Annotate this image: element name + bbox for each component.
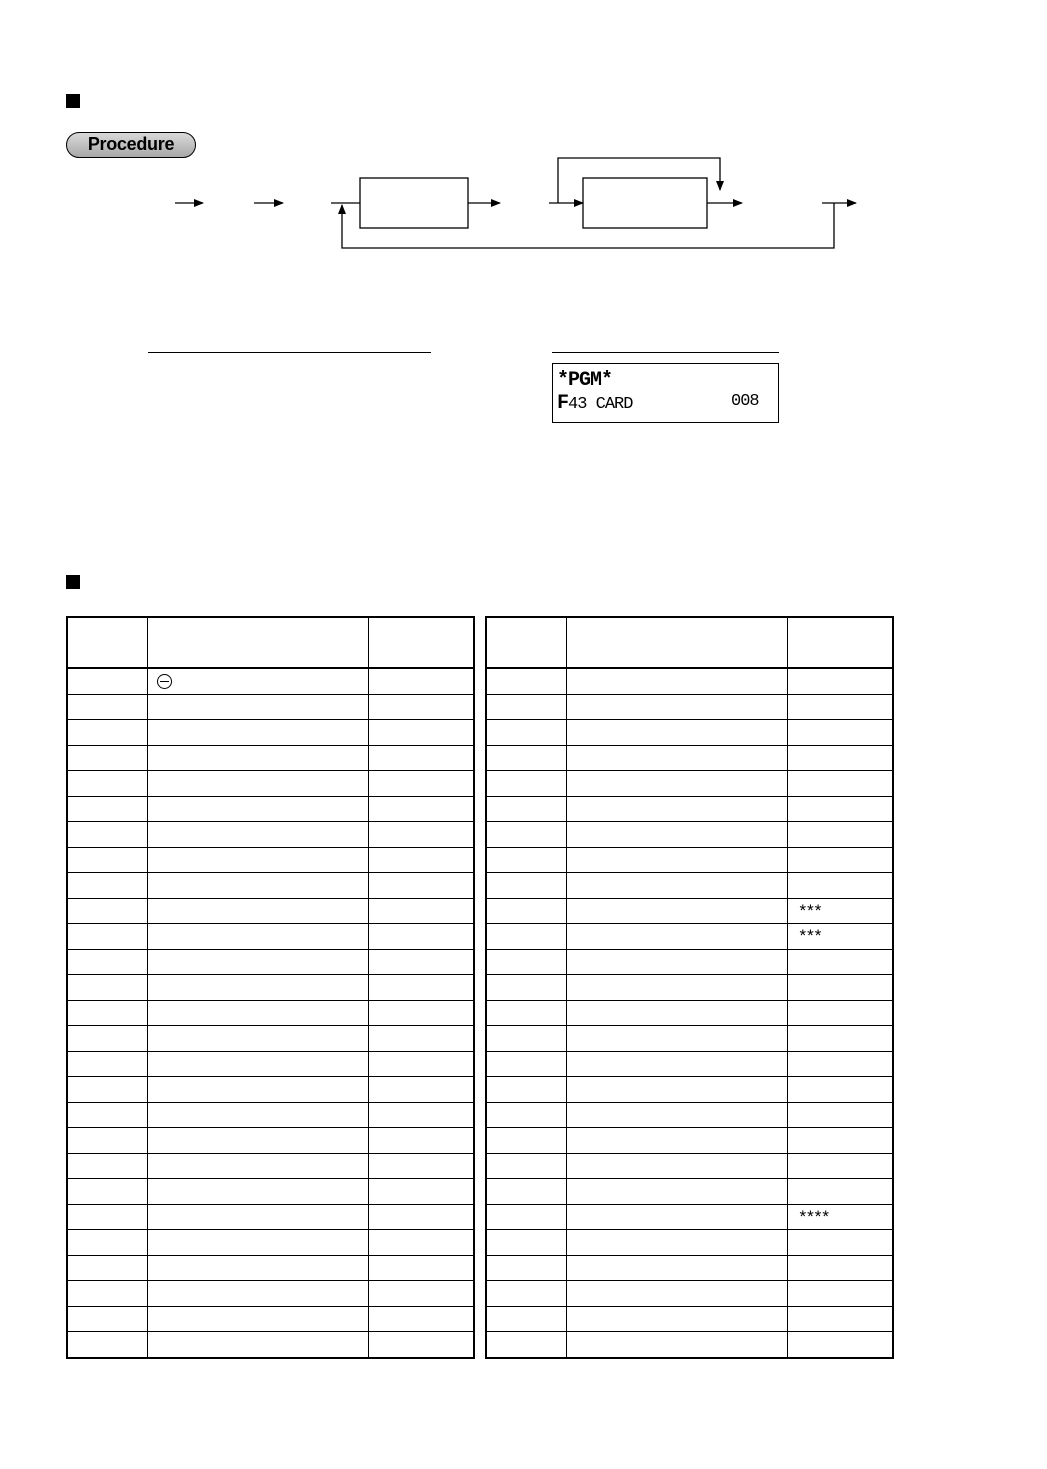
table-row (486, 1102, 893, 1128)
divider-line-right (552, 352, 779, 353)
table-cell-mark (368, 771, 474, 797)
table-cell (67, 1051, 147, 1077)
procedure-label: Procedure (66, 132, 196, 158)
table-cell-mark (368, 1179, 474, 1205)
table-cell (566, 898, 787, 924)
table-cell (67, 745, 147, 771)
table-cell-mark (368, 1255, 474, 1281)
table-cell (67, 796, 147, 822)
display-panel (552, 363, 779, 423)
table-header-row (486, 617, 893, 668)
table-cell (486, 1153, 566, 1179)
table-cell (147, 1230, 368, 1256)
table-row (67, 1179, 474, 1205)
table-cell (486, 1026, 566, 1052)
table-cell (486, 1306, 566, 1332)
table-row (486, 720, 893, 746)
table-cell (147, 949, 368, 975)
table-cell (486, 873, 566, 899)
table-cell-mark (368, 847, 474, 873)
table-cell (566, 975, 787, 1001)
table-row (67, 796, 474, 822)
display-value: 008 (731, 392, 759, 411)
table-cell-mark (787, 1281, 893, 1307)
table-row (67, 1102, 474, 1128)
table-header-row (67, 617, 474, 668)
table-cell-mark (787, 1102, 893, 1128)
table-cell (67, 1306, 147, 1332)
table-cell (486, 1077, 566, 1103)
table-cell (486, 1051, 566, 1077)
table-cell (147, 898, 368, 924)
table-cell-mark (368, 949, 474, 975)
table-cell (147, 720, 368, 746)
table-cell (67, 668, 147, 694)
table-cell (147, 1000, 368, 1026)
table-row (67, 1026, 474, 1052)
table-cell-mark (368, 924, 474, 950)
table-cell (566, 822, 787, 848)
table-cell (486, 745, 566, 771)
table-cell-mark (787, 822, 893, 848)
table-row (67, 847, 474, 873)
minus-circle-icon (157, 674, 172, 689)
table-cell (566, 771, 787, 797)
table-cell (147, 924, 368, 950)
table-cell (486, 1179, 566, 1205)
table-cell-mark (368, 1306, 474, 1332)
display-line-2 (557, 392, 759, 415)
table-cell-mark (787, 1230, 893, 1256)
display-prefix: F (557, 392, 569, 415)
table-row (67, 1332, 474, 1358)
table-cell-mark (368, 745, 474, 771)
table-row (486, 1000, 893, 1026)
table-cell-mark: *** (787, 898, 893, 924)
table-cell (566, 668, 787, 694)
table-cell (486, 668, 566, 694)
table-cell-mark (368, 668, 474, 694)
table-row (67, 1077, 474, 1103)
table-cell (67, 720, 147, 746)
table-cell (67, 1000, 147, 1026)
table-cell (67, 1255, 147, 1281)
table-row (486, 1051, 893, 1077)
table-cell (566, 694, 787, 720)
table-cell (486, 796, 566, 822)
table-cell-mark (368, 1332, 474, 1358)
table-cell-mark: **** (787, 1204, 893, 1230)
table-row (67, 822, 474, 848)
table-cell-mark (787, 668, 893, 694)
table-cell (67, 1102, 147, 1128)
table-cell-mark (787, 847, 893, 873)
table-right (485, 616, 894, 1359)
table-cell (566, 1000, 787, 1026)
table-row (67, 1000, 474, 1026)
table-cell (147, 1306, 368, 1332)
table-cell (67, 1204, 147, 1230)
table-cell (486, 822, 566, 848)
table-cell (486, 1204, 566, 1230)
table-cell (486, 949, 566, 975)
table-cell-mark (368, 1153, 474, 1179)
table-cell (566, 924, 787, 950)
table-cell (147, 1332, 368, 1358)
table-cell-mark (787, 1153, 893, 1179)
table-row (67, 1281, 474, 1307)
table-cell-mark (787, 771, 893, 797)
table-row (67, 1255, 474, 1281)
table-cell (147, 1255, 368, 1281)
table-row (486, 1077, 893, 1103)
flow-box-2 (583, 178, 707, 228)
table-cell (67, 1179, 147, 1205)
flow-loop-outer (342, 203, 834, 248)
table-cell (566, 1153, 787, 1179)
table-cell (147, 668, 368, 694)
table-row (67, 720, 474, 746)
table-cell (147, 873, 368, 899)
table-cell (566, 1179, 787, 1205)
table-cell (147, 1179, 368, 1205)
table-cell (486, 1281, 566, 1307)
table-row (67, 873, 474, 899)
table-cell-mark (787, 1306, 893, 1332)
table-cell (566, 720, 787, 746)
table-cell (147, 1128, 368, 1154)
table-cell (486, 1332, 566, 1358)
table-cell (486, 1000, 566, 1026)
table-cell (486, 898, 566, 924)
table-cell (566, 1255, 787, 1281)
table-row (486, 745, 893, 771)
table-cell (147, 1204, 368, 1230)
table-cell-mark (787, 873, 893, 899)
table-row (486, 1179, 893, 1205)
table-cell (67, 1026, 147, 1052)
table-row (67, 1306, 474, 1332)
table-row (67, 1051, 474, 1077)
table-cell (147, 1051, 368, 1077)
table-row (67, 975, 474, 1001)
table-cell-mark (787, 1128, 893, 1154)
procedure-flow-diagram (0, 0, 1047, 300)
table-row (486, 949, 893, 975)
table-cell (486, 1128, 566, 1154)
table-cell-mark (368, 1204, 474, 1230)
table-cell (67, 924, 147, 950)
table-cell-mark (368, 1077, 474, 1103)
table-cell-mark (368, 694, 474, 720)
table-row (67, 1128, 474, 1154)
table-cell (486, 975, 566, 1001)
table-cell (67, 898, 147, 924)
table-row (486, 1281, 893, 1307)
table-cell-mark (368, 975, 474, 1001)
table-cell (486, 1102, 566, 1128)
table-row (67, 1153, 474, 1179)
table-cell (486, 1230, 566, 1256)
table-cell (566, 796, 787, 822)
table-row (486, 1306, 893, 1332)
table-cell-mark (787, 1000, 893, 1026)
table-cell (566, 1077, 787, 1103)
table-cell (147, 1077, 368, 1103)
table-cell (67, 949, 147, 975)
table-cell (566, 745, 787, 771)
table-cell (147, 1102, 368, 1128)
table-cell (486, 924, 566, 950)
table-cell-mark (787, 745, 893, 771)
table-cell (566, 1026, 787, 1052)
table-cell (67, 822, 147, 848)
table-cell-mark (368, 1026, 474, 1052)
table-cell (67, 1281, 147, 1307)
table-cell (566, 949, 787, 975)
table-row (486, 1255, 893, 1281)
table-cell (67, 975, 147, 1001)
table-cell (566, 1102, 787, 1128)
table-cell (67, 1128, 147, 1154)
table-cell-mark: *** (787, 924, 893, 950)
table-cell-mark (787, 694, 893, 720)
table-row (486, 822, 893, 848)
table-cell-mark (787, 949, 893, 975)
table-cell (486, 694, 566, 720)
table-cell (67, 771, 147, 797)
table-cell-mark (368, 1281, 474, 1307)
divider-line-left (148, 352, 431, 353)
table-cell-mark (787, 1077, 893, 1103)
table-cell (67, 694, 147, 720)
table-row (486, 975, 893, 1001)
table-cell-mark (787, 1255, 893, 1281)
table-row (67, 924, 474, 950)
table-cell (147, 745, 368, 771)
table-row (486, 1204, 893, 1230)
table-cell (566, 1281, 787, 1307)
table-cell (147, 822, 368, 848)
table-cell (486, 720, 566, 746)
flow-box-1 (360, 178, 468, 228)
table-row (67, 898, 474, 924)
table-cell-mark (368, 873, 474, 899)
table-cell (566, 1204, 787, 1230)
table-cell (147, 694, 368, 720)
table-cell-mark (368, 898, 474, 924)
table-row (486, 924, 893, 950)
table-cell-mark (787, 796, 893, 822)
table-cell (67, 1230, 147, 1256)
table-cell-mark (787, 1051, 893, 1077)
table-row (67, 771, 474, 797)
table-row (486, 1026, 893, 1052)
table-cell-mark (787, 720, 893, 746)
table-cell-mark (368, 1000, 474, 1026)
table-cell (147, 1026, 368, 1052)
table-row (486, 694, 893, 720)
table-row (67, 1204, 474, 1230)
table-cell (566, 1128, 787, 1154)
section-marker-square (66, 575, 80, 589)
table-row (486, 1153, 893, 1179)
table-row (486, 1230, 893, 1256)
table-cell-mark (368, 720, 474, 746)
table-cell-mark (787, 1026, 893, 1052)
table-cell (486, 771, 566, 797)
table-row (486, 1332, 893, 1358)
table-row (67, 694, 474, 720)
table-cell-mark (787, 1179, 893, 1205)
display-line-1: *PGM* (557, 369, 613, 392)
table-row (486, 1128, 893, 1154)
table-row (67, 668, 474, 694)
table-cell-mark (368, 1051, 474, 1077)
table-cell (67, 1077, 147, 1103)
table-cell-mark (368, 822, 474, 848)
table-cell-mark (368, 1102, 474, 1128)
table-cell-mark (368, 1128, 474, 1154)
table-cell (67, 1153, 147, 1179)
table-row (486, 898, 893, 924)
table-cell (67, 847, 147, 873)
table-row (486, 847, 893, 873)
table-row (67, 949, 474, 975)
table-cell-mark (368, 796, 474, 822)
table-row (486, 796, 893, 822)
table-cell (566, 1332, 787, 1358)
table-row (486, 873, 893, 899)
table-row (67, 1230, 474, 1256)
display-text: 43 CARD (568, 395, 633, 414)
table-cell (566, 1051, 787, 1077)
table-cell (566, 1230, 787, 1256)
table-row (67, 745, 474, 771)
table-cell (67, 873, 147, 899)
table-row (486, 771, 893, 797)
table-left (66, 616, 475, 1359)
table-cell (147, 847, 368, 873)
table-cell (67, 1332, 147, 1358)
table-cell (566, 873, 787, 899)
table-cell (566, 1306, 787, 1332)
table-cell (147, 1153, 368, 1179)
flow-loop-inner (558, 158, 720, 203)
table-cell (486, 847, 566, 873)
table-cell (566, 847, 787, 873)
table-cell (147, 771, 368, 797)
table-cell (147, 1281, 368, 1307)
table-cell (147, 796, 368, 822)
table-cell-mark (787, 975, 893, 1001)
table-row (486, 668, 893, 694)
table-cell (486, 1255, 566, 1281)
table-cell-mark (787, 1332, 893, 1358)
table-cell (147, 975, 368, 1001)
table-cell-mark (368, 1230, 474, 1256)
